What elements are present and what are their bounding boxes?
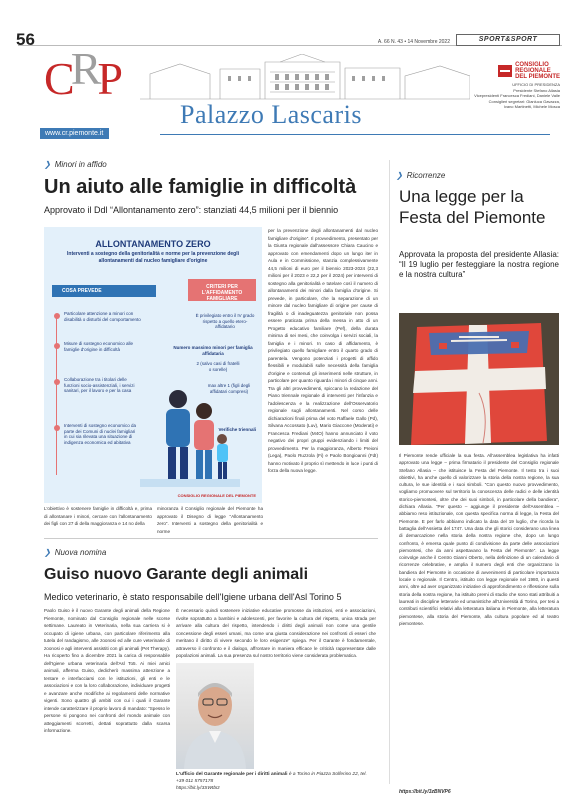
palazzo-lascaris-header — [0, 43, 580, 148]
second-kicker-label: Nuova nomina — [54, 548, 107, 557]
sidebar-body: Il Piemonte rende ufficiale la sua festa. All'assemblea legislativa ha infatti approvato una legge – prima firmatario il presidente del Consiglio regionale Stefano Allasia – che istituisce la Festa del Piemonte. Il testo tra i suoi obiettivi, ha anche quello di valorizzare la storia della nostra regione, la sua cultura, le sue identità e i suoi simboli. “Con questo nuovo provvedimento, vogliamo promuovere sul territorio la conoscenza delle radici e delle identità storico-piemontesi, oltre che dei suoi simboli, in particolare della bandiera”, dichiara Allasia. “Per questo – aggiunge il presidente dell'Assemblea – abbiamo reso istituzionale, con questa specifica norma di legge, la Festa del Piemonte. E per farlo abbiamo indicato la data del 19 luglio, che ricorda la battaglia dell'Assietta del 1747. Una data che gli storici considerano una linea di demarcazione nella storia della nostra regione che, dopo un lungo confronto, è emersa quale punto di condivisione da parte delle associazioni piemontesi, che da anni aspettavano la Festa del Piemonte”. La legge coinvolge anche il Centro Gianni Oberto, nella definizione di un calendario di ricorrenze celebrative, e amplia il numero degli enti che organizzano la bandiera del Piemonte in occasione di avvenimenti di particolare importanza locale o regionale. Il Centro, istituito con legge regionale nel 1980, in questi anni, oltre ad aver organizzato iniziative di approfondimento e riflessione sulla storia della nostra regione, ha istituito premi di studio che sono stati attribuiti a laureati in discipline letterarie ed umanistiche all'Università di Torino, per tesi a contributi scientifici relativi alla letteratura italiana in Piemonte, alla letteratura piemontese, alla storia del Piemonte, alla cultura popolare ed al teatro piemontese. — [399, 453, 559, 626]
second-subheadline: Medico veterinario, è stato responsabile dell'Igiene urbana dell'Asl Torino 5 — [44, 592, 342, 602]
infographic-subtitle: Interventi a sostegno della genitorialità e norme per la prevenzione degli allontanamenti dal nucleo famigliare d'origine — [67, 251, 239, 264]
infographic-item: Interventi di sostegno economico da parte dei Comuni di nuclei famigliari in cui sia rilevata una situazione di indigenza economica ed abitativa — [64, 423, 137, 445]
sidebar-kicker-label: Ricorrenze — [406, 171, 446, 180]
main-kicker — [44, 160, 107, 169]
logo-letter-r: R — [70, 43, 98, 94]
council-member-line: Ivano Martinetti, Michele Mosca — [503, 104, 560, 109]
second-headline: Guiso nuovo Garante degli animali — [44, 566, 309, 583]
second-col-1: Paolo Guiso è il nuovo Garante degli animali della Regione Piemonte, nominato dal Consiglio regionale nelle scorse settimane. Laureato in Veterinaria, nella sua carriera si è occupato di igiene urbana, con particolare riferimento alla tutela del randagismo, alle zoonosi ed alle cure veterinarie di zoonosi e agli interventi assistiti con gli animali (Pet Therapy). Ha ricoperto fino a dicembre 2021 la carica di responsabile dell'Igiene urbana veterinaria dell'Asl To5. Ai miei amici animali, afferma Guiso, dedicherò massima attenzione a tentare e interfacciarsi con le istituzioni, gli enti e le associazioni e con la loro collaborazione, individuare progetti e avanzare anche modifiche ai regolamenti delle normative vigenti. Sono quattro gli ambiti con cui i quali il Garante intende caratterizzare il proprio lavoro di mandato: “Spesso le persone si pongono nei confronti del mondo animale con atteggiamenti scorretti, dettati soprattutto dalla scarsa informazione. — [44, 608, 170, 733]
infographic-timeline — [56, 315, 57, 475]
kicker-arrow-icon: ❯ — [396, 171, 403, 180]
check-icon — [54, 313, 60, 319]
infographic-criterion: Numero massimo minori per famiglia affidataria — [173, 345, 253, 356]
infographic-footer: CONSIGLIO REGIONALE DEL PIEMONTE — [177, 493, 256, 498]
issue-info: A. 66 N. 43 • 14 Novembre 2022 — [377, 39, 450, 45]
caption-address: è a Torino in Piazza Solferino 22, tel. +39 011 5757178 — [176, 772, 367, 784]
council-name-line: CONSIGLIO — [515, 62, 549, 68]
infographic-criterion: max altre 1 (figli degli affidatari compresi) — [207, 383, 251, 394]
article-divider — [44, 538, 378, 539]
check-icon — [54, 343, 60, 349]
flag-illustration — [399, 313, 559, 445]
garante-portrait-photo — [176, 663, 254, 769]
infographic-item: Misure di sostegno economico alle famiglie d'origine in difficoltà — [64, 341, 134, 352]
infographic-left-bar: COSA PREVEDE — [52, 285, 156, 297]
council-member-line: Consiglieri segretari: Gianluca Gavazza, — [488, 98, 560, 104]
council-member-line: Presidente Stefano Allasia — [513, 87, 560, 93]
council-logo — [450, 62, 560, 80]
main-col-2: minoranza il Consiglio regionale del Piemonte ha approvato il Disegno di legge “Allontanamento zero”. Interventi a sostegno della genitorialità e norme — [157, 506, 263, 534]
infographic-criterion: È privilegiato entro il IV grado rispetto a quello etero-affidatario — [195, 313, 255, 329]
main-headline: Un aiuto alle famiglie in difficoltà — [44, 176, 357, 198]
council-member-line: Vicepresidenti Francesca Frediani, Daniele Valle — [474, 93, 560, 98]
check-icon — [54, 379, 60, 385]
header-rule — [160, 134, 550, 135]
council-office-list — [450, 82, 560, 110]
second-col-2: È necessario quindi sostenere iniziative educative promosse da istituzioni, enti e associazioni, rivolte soprattutto a bambini e adolescenti, per favorire la cultura del rispetto, unica strada per arrivare alla cultura del rispetto, intendendo i diritti degli animali non come una gentile concessione degli esseri umani, ma come una giusta considerazione nei confronti di esseri che meritano il diritto di vivere secondo le loro esigenze” spiega. Per il Garante è fondamentale, attraverso il confronto e il dialogo, affrontare in maniera efficace le criticità rappresentate dalle popolazioni animali. La sua presenza sul nostro territorio viene considerata problematica. — [176, 608, 376, 658]
check-icon — [54, 425, 60, 431]
palazzo-sketch-illustration — [140, 54, 470, 104]
infographic-criterion: Verifiche triennali — [218, 427, 256, 432]
portrait-illustration — [176, 663, 254, 769]
infographic-item: Collaborazione tra i titolari delle funzioni socio-assistenziali, i servizi sanitari, per il lavoro e per la casa — [64, 377, 135, 393]
kicker-arrow-icon: ❯ — [44, 160, 51, 169]
council-name — [515, 62, 560, 80]
sidebar-subheadline: Approvata la proposta del presidente Allasia: “Il 19 luglio per festeggiare la nostra regione e la nostra cultura” — [399, 250, 559, 279]
main-col-3: per la prevenzione degli allontanamenti dal nucleo famigliare d'origine”. Il provvedimento, presentato per la Giunta regionale dall'assessore Chiara Caucino e approvato con emendamenti dopo un lungo iter in Aula e in Commissione, stanzia complessivamente 44,5 milioni di euro per il biennio 2023-2024 (22,3 milioni per il 2023 e 22,2 per il 2024) per interventi di sostegno alla genitorialità e tutelare così il numero di allontanamenti dei minori dalla famiglia d'origine. Si prevede, in particolare, che la separazione di un minore dal nucleo famigliare di origine per cause di fragilità o di inadeguatezza genitoriale non possa essere praticata prima della messa in atto di un Progetto educativo familiare (Pef), della durata minima di sei mesi, che coinvolga i servizi sociali, la famiglia e i minori. In caso di affidamento, è privilegiato quello famigliare entro il quarto grado di parentela. Vengono potenziati i progetti di affido flessibili e modulabili sulle necessità della famiglia d'origine e contenuti gli inserimenti nelle strutture, in particolare per quanto riguarda i minori di cinque anni. Tra gli altri provvedimenti, spiccano la redazione del Piano triennale regionale di interventi per l'infanzia e l'adolescenza e la realizzazione dell'Osservatorio regionale sugli allontanamenti. Nel corso delle dichiarazioni finali prima del voto Raffaele Gallo (Pd), Silvana Accossato (Luv), Mario Giaccone (Moderati) e Francesca Frediani (M4O) hanno annunciato il voto negativo dei propri gruppi evidenziando i limiti del provvedimento. Per la maggioranza, Alberto Preioni (Lega), Paolo Ruzzola (Fi) e Paolo Bongioanni (FdI) hanno motivato il proprio sì mettendo in luce i punti di forza della nuova legge. — [268, 228, 378, 473]
sidebar-link[interactable]: https://bit.ly/3zBNVP6 — [399, 789, 451, 795]
main-subheadline: Approvato il Ddl “Allontanamento zero”: stanziati 44,5 milioni per il biennio — [44, 205, 339, 215]
council-name-line: REGIONALE — [515, 68, 551, 74]
sidebar-kicker — [396, 171, 445, 180]
piemonte-flag-photo — [399, 313, 559, 445]
allontanamento-zero-infographic — [44, 227, 262, 503]
council-name-line: DEL PIEMONTE — [515, 74, 560, 80]
main-col-1: L'obiettivo è sostenere famiglie in difficoltà e, prima di allontanare i minori, cercare con l'allontanamento dei figli con 27 di della maggioranza e 14 no della — [44, 506, 152, 526]
caption-bold: L'ufficio del Garante regionale per i diritti animali — [176, 772, 288, 777]
family-illustration — [140, 377, 240, 487]
second-kicker — [44, 548, 106, 557]
infographic-criterion: 2 (salvo casi di fratelli o sorelle) — [196, 361, 240, 372]
garante-office-caption — [176, 771, 376, 792]
website-link[interactable]: www.cr.piemonte.it — [40, 128, 109, 139]
infographic-item: Particolare attenzione a minori con disabilità o disturbi del comportamento — [64, 311, 141, 322]
page-number: 56 — [16, 30, 35, 49]
main-kicker-label: Minori in affido — [54, 160, 107, 169]
infographic-right-bar: CRITERI PER L'AFFIDAMENTO FAMIGLIARE — [188, 279, 256, 301]
council-block — [450, 62, 560, 110]
caption-link[interactable]: https://bit.ly/3SWtbIz — [176, 786, 220, 791]
newspaper-logo: SPORT&SPORT — [456, 34, 560, 46]
column-divider — [389, 160, 390, 784]
header-title: Palazzo Lascaris — [180, 100, 362, 129]
sidebar-headline: Una legge per la Festa del Piemonte — [399, 187, 546, 227]
kicker-arrow-icon: ❯ — [44, 548, 51, 557]
council-office: UFFICIO DI PRESIDENZA — [512, 82, 560, 87]
council-flag-icon — [498, 65, 512, 77]
logo-letter-c: C — [44, 53, 71, 104]
infographic-title: ALLONTANAMENTO ZERO — [95, 239, 211, 249]
logo-letter-p: P — [97, 53, 119, 104]
crp-logo — [44, 43, 119, 105]
